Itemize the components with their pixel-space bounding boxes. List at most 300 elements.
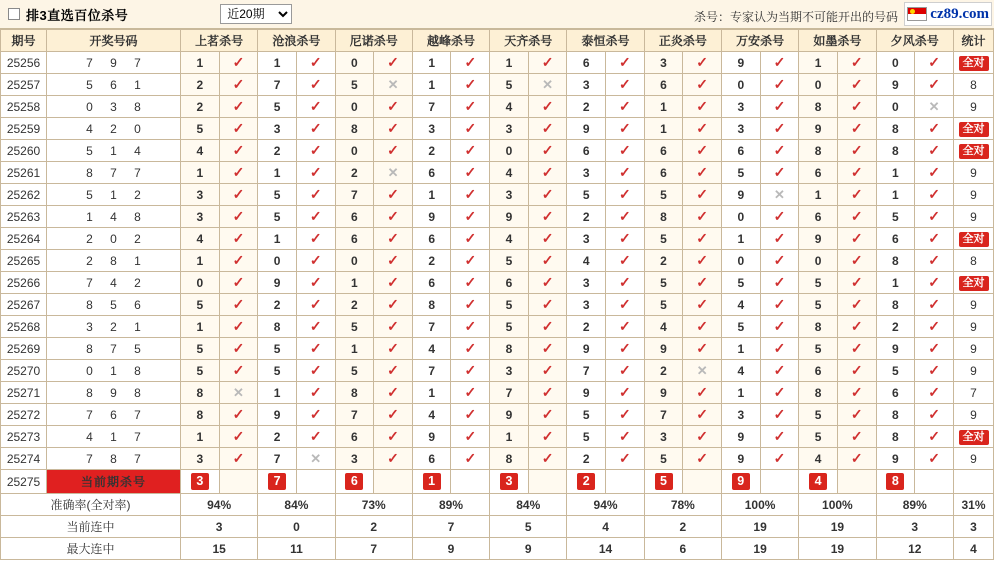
check-icon: ✓ bbox=[619, 164, 631, 180]
cell-kill-number: 7 bbox=[258, 74, 297, 96]
col-header-expert-4[interactable]: 天齐杀号 bbox=[490, 30, 567, 52]
cell-kill-result bbox=[219, 448, 258, 470]
cell-current-kill: 8 bbox=[876, 470, 915, 494]
cell-kill-result bbox=[837, 316, 876, 338]
cell-kill-result bbox=[374, 360, 413, 382]
cell-kill-result bbox=[683, 162, 722, 184]
cell-current-period: 25275 bbox=[1, 470, 47, 494]
check-icon: ✓ bbox=[850, 76, 863, 92]
cell-kill-result bbox=[219, 382, 258, 404]
check-icon: ✓ bbox=[696, 384, 709, 400]
cell-kill-result bbox=[528, 360, 567, 382]
cell-current-blank bbox=[528, 470, 567, 494]
cell-stat: 9 bbox=[954, 162, 994, 184]
cell-kill-result bbox=[451, 228, 490, 250]
cell-kill-number: 5 bbox=[799, 272, 838, 294]
cell-kill-number: 5 bbox=[258, 338, 297, 360]
cell-kill-result bbox=[837, 74, 876, 96]
check-icon: ✓ bbox=[464, 98, 477, 114]
cell-current-stat bbox=[954, 470, 994, 494]
cell-kill-number: 6 bbox=[490, 272, 529, 294]
cell-kill-result bbox=[915, 294, 954, 316]
cell-kill-result bbox=[528, 272, 567, 294]
footer-stat: 31% bbox=[954, 494, 994, 516]
table-body bbox=[1, 52, 994, 560]
cell-kill-result bbox=[606, 448, 645, 470]
check-icon: ✓ bbox=[309, 340, 322, 356]
cell-kill-number: 5 bbox=[799, 426, 838, 448]
check-icon: ✓ bbox=[773, 230, 786, 246]
check-icon: ✓ bbox=[773, 274, 786, 290]
check-icon: ✓ bbox=[387, 450, 399, 466]
check-icon: ✓ bbox=[928, 362, 940, 378]
col-header-expert-7[interactable]: 万安杀号 bbox=[721, 30, 798, 52]
cell-kill-number: 7 bbox=[335, 404, 374, 426]
col-header-expert-5[interactable]: 泰恒杀号 bbox=[567, 30, 644, 52]
footer-stat: 4 bbox=[954, 538, 994, 560]
check-icon: ✓ bbox=[928, 428, 940, 444]
table-row bbox=[1, 250, 994, 272]
cell-kill-result bbox=[219, 118, 258, 140]
cell-kill-result bbox=[296, 118, 335, 140]
cell-kill-result bbox=[683, 382, 722, 404]
cell-kill-result bbox=[683, 404, 722, 426]
check-icon: ✓ bbox=[696, 340, 709, 356]
cell-kill-result bbox=[528, 404, 567, 426]
cell-kill-number: 9 bbox=[721, 448, 760, 470]
cell-kill-number: 2 bbox=[567, 316, 606, 338]
check-icon: ✓ bbox=[696, 164, 709, 180]
cell-kill-number: 8 bbox=[876, 250, 915, 272]
cell-draw-code: 8 5 6 bbox=[47, 294, 181, 316]
cell-kill-result bbox=[683, 206, 722, 228]
cell-kill-number: 9 bbox=[567, 118, 606, 140]
cell-kill-result bbox=[760, 206, 799, 228]
check-icon: ✓ bbox=[541, 186, 554, 202]
cell-kill-number: 5 bbox=[644, 272, 683, 294]
table-row bbox=[1, 294, 994, 316]
cell-period: 25259 bbox=[1, 118, 47, 140]
check-icon: ✓ bbox=[387, 340, 399, 356]
cell-kill-number: 5 bbox=[181, 360, 220, 382]
cell-kill-result bbox=[606, 52, 645, 74]
period-select[interactable] bbox=[220, 4, 292, 24]
check-icon: ✓ bbox=[387, 384, 399, 400]
check-icon: ✓ bbox=[232, 208, 245, 224]
cell-kill-result bbox=[837, 272, 876, 294]
check-icon: ✓ bbox=[928, 406, 940, 422]
cell-kill-result bbox=[606, 404, 645, 426]
cell-kill-number: 2 bbox=[644, 360, 683, 382]
check-icon: ✓ bbox=[619, 208, 631, 224]
current-period-label: 当前期杀号 bbox=[47, 470, 181, 494]
check-icon: ✓ bbox=[232, 142, 245, 158]
cell-current-kill: 9 bbox=[721, 470, 760, 494]
cell-kill-result bbox=[837, 382, 876, 404]
cell-kill-number: 8 bbox=[490, 338, 529, 360]
cell-kill-result bbox=[296, 74, 335, 96]
cell-kill-number: 9 bbox=[490, 404, 529, 426]
cell-kill-number: 7 bbox=[644, 404, 683, 426]
check-icon: ✓ bbox=[232, 274, 245, 290]
cell-kill-number: 5 bbox=[490, 250, 529, 272]
check-icon: ✓ bbox=[541, 208, 554, 224]
cell-kill-number: 4 bbox=[799, 448, 838, 470]
cell-kill-result bbox=[374, 294, 413, 316]
cell-kill-result bbox=[374, 184, 413, 206]
cell-kill-result bbox=[606, 294, 645, 316]
cell-kill-number: 4 bbox=[721, 294, 760, 316]
cell-kill-number: 1 bbox=[258, 382, 297, 404]
cell-kill-result bbox=[374, 272, 413, 294]
cell-kill-number: 2 bbox=[181, 96, 220, 118]
cell-draw-code: 1 4 8 bbox=[47, 206, 181, 228]
cell-kill-result bbox=[219, 426, 258, 448]
cell-kill-number: 2 bbox=[181, 74, 220, 96]
check-icon: ✓ bbox=[928, 120, 940, 136]
cell-kill-number: 5 bbox=[721, 272, 760, 294]
check-icon: ✓ bbox=[696, 120, 709, 136]
col-header-expert-2[interactable]: 尼诺杀号 bbox=[335, 30, 412, 52]
check-icon: ✓ bbox=[619, 120, 631, 136]
cell-kill-result bbox=[219, 250, 258, 272]
cell-draw-code: 2 0 2 bbox=[47, 228, 181, 250]
table-row bbox=[1, 426, 994, 448]
cell-kill-result bbox=[374, 404, 413, 426]
cell-kill-number: 9 bbox=[876, 338, 915, 360]
cross-icon: ✕ bbox=[387, 164, 399, 180]
check-icon: ✓ bbox=[850, 54, 863, 70]
check-icon: ✓ bbox=[619, 142, 631, 158]
footer-value: 2 bbox=[644, 516, 721, 538]
cell-kill-result bbox=[683, 96, 722, 118]
cell-period: 25271 bbox=[1, 382, 47, 404]
check-icon: ✓ bbox=[619, 230, 631, 246]
cell-kill-number: 8 bbox=[799, 316, 838, 338]
check-icon: ✓ bbox=[773, 252, 786, 268]
footer-value: 73% bbox=[335, 494, 412, 516]
cell-kill-result bbox=[451, 360, 490, 382]
cell-kill-result bbox=[683, 74, 722, 96]
cell-kill-number: 1 bbox=[412, 52, 451, 74]
cell-kill-result bbox=[451, 338, 490, 360]
check-icon: ✓ bbox=[619, 428, 631, 444]
cell-kill-number: 8 bbox=[876, 404, 915, 426]
cell-kill-number: 4 bbox=[490, 228, 529, 250]
check-icon: ✓ bbox=[387, 296, 399, 312]
cell-draw-code: 5 1 4 bbox=[47, 140, 181, 162]
cell-current-kill: 3 bbox=[490, 470, 529, 494]
cell-kill-number: 1 bbox=[181, 52, 220, 74]
header-row bbox=[1, 30, 994, 52]
table-row bbox=[1, 206, 994, 228]
cell-kill-result bbox=[296, 52, 335, 74]
check-icon: ✓ bbox=[232, 428, 245, 444]
cell-stat bbox=[954, 140, 994, 162]
check-icon: ✓ bbox=[464, 164, 477, 180]
check-icon: ✓ bbox=[232, 252, 245, 268]
footer-value: 9 bbox=[412, 538, 489, 560]
cell-kill-result bbox=[528, 206, 567, 228]
cell-kill-number: 6 bbox=[644, 140, 683, 162]
cell-kill-number: 1 bbox=[490, 52, 529, 74]
check-icon: ✓ bbox=[619, 406, 631, 422]
cell-draw-code: 7 6 7 bbox=[47, 404, 181, 426]
cell-stat bbox=[954, 272, 994, 294]
cell-kill-number: 9 bbox=[490, 206, 529, 228]
cell-kill-number: 8 bbox=[644, 206, 683, 228]
cell-kill-result bbox=[683, 294, 722, 316]
cross-icon: ✕ bbox=[773, 186, 785, 202]
footer-value: 9 bbox=[490, 538, 567, 560]
cell-kill-number: 0 bbox=[799, 250, 838, 272]
cell-kill-result bbox=[219, 184, 258, 206]
cell-kill-number: 8 bbox=[799, 382, 838, 404]
check-icon: ✓ bbox=[928, 164, 940, 180]
cell-current-kill: 4 bbox=[799, 470, 838, 494]
check-icon: ✓ bbox=[232, 98, 245, 114]
check-icon: ✓ bbox=[232, 230, 245, 246]
cell-kill-number: 8 bbox=[181, 382, 220, 404]
check-icon: ✓ bbox=[387, 362, 399, 378]
check-icon: ✓ bbox=[850, 142, 863, 158]
cell-stat: 8 bbox=[954, 250, 994, 272]
cell-kill-result bbox=[528, 74, 567, 96]
check-icon: ✓ bbox=[696, 186, 709, 202]
cell-kill-number: 4 bbox=[412, 338, 451, 360]
col-header-expert-8[interactable]: 如墨杀号 bbox=[799, 30, 876, 52]
cell-kill-result bbox=[451, 140, 490, 162]
cell-kill-number: 5 bbox=[490, 74, 529, 96]
cell-kill-number: 5 bbox=[335, 74, 374, 96]
cell-kill-number: 1 bbox=[876, 184, 915, 206]
cell-draw-code: 8 9 8 bbox=[47, 382, 181, 404]
check-icon: ✓ bbox=[232, 120, 245, 136]
cell-kill-number: 3 bbox=[721, 118, 760, 140]
cell-kill-result bbox=[760, 228, 799, 250]
cell-kill-number: 7 bbox=[412, 96, 451, 118]
cell-kill-result bbox=[296, 448, 335, 470]
cell-kill-result bbox=[837, 360, 876, 382]
cell-kill-result bbox=[219, 228, 258, 250]
cell-kill-result bbox=[528, 228, 567, 250]
check-icon: ✓ bbox=[696, 98, 709, 114]
cell-kill-number: 5 bbox=[258, 360, 297, 382]
check-icon: ✓ bbox=[232, 164, 245, 180]
check-icon: ✓ bbox=[232, 76, 245, 92]
cell-kill-number: 5 bbox=[335, 360, 374, 382]
cell-kill-number: 1 bbox=[335, 272, 374, 294]
cell-kill-number: 2 bbox=[567, 96, 606, 118]
check-icon: ✓ bbox=[309, 252, 322, 268]
check-icon: ✓ bbox=[850, 318, 863, 334]
check-icon: ✓ bbox=[464, 296, 477, 312]
footer-value: 3 bbox=[181, 516, 258, 538]
check-icon: ✓ bbox=[773, 142, 786, 158]
check-icon: ✓ bbox=[619, 340, 631, 356]
cell-kill-result bbox=[451, 426, 490, 448]
check-icon: ✓ bbox=[232, 340, 245, 356]
cell-kill-result bbox=[683, 250, 722, 272]
cell-kill-result bbox=[451, 272, 490, 294]
check-icon: ✓ bbox=[309, 98, 322, 114]
cell-kill-result bbox=[606, 426, 645, 448]
table-head bbox=[1, 30, 994, 52]
table-row bbox=[1, 382, 994, 404]
cell-kill-result bbox=[528, 426, 567, 448]
cell-kill-result bbox=[606, 228, 645, 250]
cell-draw-code: 7 4 2 bbox=[47, 272, 181, 294]
cell-stat: 9 bbox=[954, 360, 994, 382]
cell-kill-number: 4 bbox=[644, 316, 683, 338]
footer-value: 84% bbox=[490, 494, 567, 516]
cell-stat: 9 bbox=[954, 206, 994, 228]
check-icon: ✓ bbox=[696, 252, 709, 268]
cell-kill-result bbox=[760, 96, 799, 118]
check-icon: ✓ bbox=[541, 406, 554, 422]
check-icon: ✓ bbox=[619, 98, 631, 114]
footer-value: 6 bbox=[644, 538, 721, 560]
check-icon: ✓ bbox=[619, 384, 631, 400]
cell-kill-result bbox=[451, 294, 490, 316]
cell-kill-result bbox=[296, 140, 335, 162]
footer-label: 准确率(全对率) bbox=[1, 494, 181, 516]
cell-kill-result bbox=[915, 316, 954, 338]
cell-kill-number: 7 bbox=[258, 448, 297, 470]
cell-period: 25265 bbox=[1, 250, 47, 272]
footer-value: 14 bbox=[567, 538, 644, 560]
cell-kill-result bbox=[374, 426, 413, 448]
cell-kill-result bbox=[219, 96, 258, 118]
footer-value: 12 bbox=[876, 538, 953, 560]
status-badge: 全对 bbox=[959, 122, 989, 137]
col-header-expert-0[interactable]: 上茗杀号 bbox=[181, 30, 258, 52]
check-icon: ✓ bbox=[309, 428, 322, 444]
check-icon: ✓ bbox=[232, 186, 245, 202]
cell-kill-number: 6 bbox=[799, 206, 838, 228]
check-icon: ✓ bbox=[387, 274, 399, 290]
cell-kill-result bbox=[683, 118, 722, 140]
cell-current-blank bbox=[606, 470, 645, 494]
check-icon: ✓ bbox=[619, 186, 631, 202]
check-icon: ✓ bbox=[773, 54, 786, 70]
footer-value: 4 bbox=[567, 516, 644, 538]
check-icon: ✓ bbox=[850, 384, 863, 400]
col-header-expert-3[interactable]: 越峰杀号 bbox=[412, 30, 489, 52]
cell-kill-number: 1 bbox=[181, 250, 220, 272]
site-logo[interactable] bbox=[904, 2, 992, 26]
cell-kill-result bbox=[528, 382, 567, 404]
cell-current-kill: 3 bbox=[181, 470, 220, 494]
cell-kill-number: 2 bbox=[258, 426, 297, 448]
cell-kill-number: 5 bbox=[799, 294, 838, 316]
logo-text: cz89.com bbox=[930, 5, 989, 22]
footer-value: 7 bbox=[335, 538, 412, 560]
cell-kill-number: 6 bbox=[644, 162, 683, 184]
cell-kill-result bbox=[219, 294, 258, 316]
cell-kill-result bbox=[915, 360, 954, 382]
footer-value: 0 bbox=[258, 516, 335, 538]
cell-kill-result bbox=[915, 404, 954, 426]
cell-kill-result bbox=[837, 250, 876, 272]
cell-kill-number: 2 bbox=[335, 162, 374, 184]
cell-kill-number: 0 bbox=[799, 74, 838, 96]
cell-kill-result bbox=[528, 250, 567, 272]
cell-kill-result bbox=[606, 250, 645, 272]
check-icon: ✓ bbox=[464, 340, 477, 356]
check-icon: ✓ bbox=[850, 362, 863, 378]
cell-kill-result bbox=[374, 250, 413, 272]
cell-kill-result bbox=[606, 272, 645, 294]
cell-period: 25268 bbox=[1, 316, 47, 338]
cell-kill-result bbox=[837, 184, 876, 206]
cell-kill-result bbox=[451, 118, 490, 140]
cell-kill-result bbox=[683, 338, 722, 360]
check-icon: ✓ bbox=[541, 296, 554, 312]
check-icon: ✓ bbox=[850, 428, 863, 444]
cell-kill-number: 8 bbox=[490, 448, 529, 470]
cell-kill-result bbox=[760, 140, 799, 162]
cell-kill-result bbox=[451, 448, 490, 470]
cell-kill-result bbox=[606, 338, 645, 360]
cell-kill-result bbox=[837, 118, 876, 140]
check-icon: ✓ bbox=[773, 340, 786, 356]
cell-kill-number: 4 bbox=[567, 250, 606, 272]
cell-kill-number: 9 bbox=[567, 338, 606, 360]
cell-kill-number: 9 bbox=[644, 382, 683, 404]
cell-kill-number: 6 bbox=[799, 360, 838, 382]
cross-icon: ✕ bbox=[542, 76, 554, 92]
cell-kill-result bbox=[683, 426, 722, 448]
check-icon: ✓ bbox=[928, 274, 940, 290]
cell-kill-result bbox=[760, 52, 799, 74]
cell-kill-result bbox=[296, 338, 335, 360]
cell-kill-number: 1 bbox=[181, 162, 220, 184]
cell-kill-result bbox=[606, 74, 645, 96]
cell-current-blank bbox=[837, 470, 876, 494]
cell-kill-result bbox=[219, 360, 258, 382]
check-icon: ✓ bbox=[309, 274, 322, 290]
col-header-expert-6[interactable]: 正炎杀号 bbox=[644, 30, 721, 52]
cell-kill-number: 3 bbox=[644, 52, 683, 74]
check-icon: ✓ bbox=[773, 362, 786, 378]
cell-kill-number: 5 bbox=[721, 316, 760, 338]
select-all-checkbox[interactable] bbox=[8, 8, 20, 20]
cell-kill-number: 2 bbox=[258, 140, 297, 162]
col-header-expert-1[interactable]: 沧浪杀号 bbox=[258, 30, 335, 52]
check-icon: ✓ bbox=[696, 406, 709, 422]
check-icon: ✓ bbox=[928, 384, 940, 400]
cell-kill-number: 6 bbox=[335, 206, 374, 228]
check-icon: ✓ bbox=[309, 120, 322, 136]
col-header-period: 期号 bbox=[1, 30, 47, 52]
cell-kill-result bbox=[606, 96, 645, 118]
cell-kill-result bbox=[374, 316, 413, 338]
cell-kill-result bbox=[915, 426, 954, 448]
col-header-expert-9[interactable]: 夕风杀号 bbox=[876, 30, 953, 52]
cell-stat: 9 bbox=[954, 96, 994, 118]
check-icon: ✓ bbox=[850, 450, 863, 466]
cell-kill-number: 8 bbox=[181, 404, 220, 426]
check-icon: ✓ bbox=[464, 428, 477, 444]
cell-kill-number: 1 bbox=[799, 184, 838, 206]
cell-draw-code: 7 9 7 bbox=[47, 52, 181, 74]
cell-kill-result bbox=[837, 52, 876, 74]
cell-kill-number: 5 bbox=[876, 206, 915, 228]
check-icon: ✓ bbox=[541, 340, 554, 356]
check-icon: ✓ bbox=[387, 98, 399, 114]
check-icon: ✓ bbox=[309, 164, 322, 180]
